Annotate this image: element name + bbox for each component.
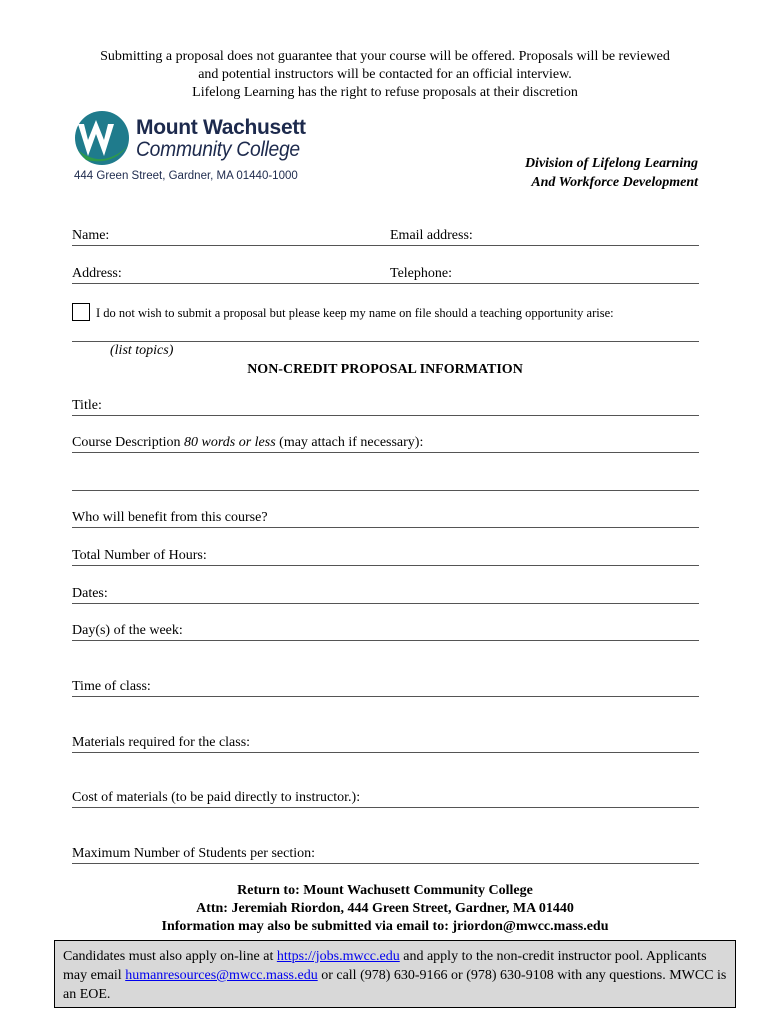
return-line-3: Information may also be submitted via email to: jriordon@mwcc.mass.edu <box>161 919 609 934</box>
keep-on-file-checkbox[interactable] <box>72 303 90 321</box>
title-field[interactable]: Title: <box>72 398 102 413</box>
notice-line-2: and potential instructors will be contacted for an official interview. <box>198 67 572 82</box>
address-field[interactable]: Address: <box>72 266 122 281</box>
info-text-2: and apply to the non-credit instructor pool. Applicants may email <box>63 949 707 983</box>
hr-email-link[interactable]: humanresources@mwcc.mass.edu <box>125 968 318 983</box>
logo-name-line-2: Community College <box>136 138 300 161</box>
description-suffix: (may attach if necessary): <box>275 435 424 450</box>
return-line-1: Return to: Mount Wachusett Community College <box>237 883 533 898</box>
cost-row <box>72 788 699 808</box>
telephone-field[interactable]: Telephone: <box>390 266 452 281</box>
section-title: NON-CREDIT PROPOSAL INFORMATION <box>247 362 523 377</box>
notice-line-1: Submitting a proposal does not guarantee that your course will be offered. Proposals will be reviewed <box>100 49 670 64</box>
description-prefix: Course Description <box>72 435 184 450</box>
dates-row <box>72 584 699 604</box>
description-extra-line[interactable] <box>72 471 699 491</box>
application-info-box <box>54 940 736 1008</box>
description-row <box>72 433 699 453</box>
benefit-row <box>72 508 699 528</box>
info-text-1: Candidates must also apply on-line at <box>63 949 277 964</box>
division-line-1: Division of Lifelong Learning <box>524 156 698 171</box>
info-text-3: or call (978) 630-9166 or (978) 630-9108 with any questions. MWCC is an EOE. <box>63 968 727 1002</box>
name-email-row <box>72 226 699 246</box>
max-students-row <box>72 844 699 864</box>
hours-row <box>72 546 699 566</box>
notice-line-3: Lifelong Learning has the right to refuse proposals at their discretion <box>192 85 578 100</box>
max-students-field[interactable]: Maximum Number of Students per section: <box>72 846 316 861</box>
description-word-limit: 80 words or less <box>183 435 276 450</box>
days-field[interactable]: Day(s) of the week: <box>72 623 183 638</box>
logo-address: 444 Green Street, Gardner, MA 01440-1000 <box>74 170 298 182</box>
keep-on-file-label: I do not wish to submit a proposal but please keep my name on file should a teaching opportunity arise: <box>96 306 614 320</box>
hours-field[interactable]: Total Number of Hours: <box>72 548 207 563</box>
return-line-2: Attn: Jeremiah Riordon, 444 Green Street, Gardner, MA 01440 <box>196 901 574 916</box>
description-field[interactable] <box>72 435 423 451</box>
materials-field[interactable]: Materials required for the class: <box>72 735 251 750</box>
name-field[interactable]: Name: <box>72 228 110 243</box>
division-line-2: And Workforce Development <box>531 175 698 190</box>
division-heading <box>525 154 698 192</box>
materials-row <box>72 733 699 753</box>
time-field[interactable]: Time of class: <box>72 679 151 694</box>
title-row <box>72 396 699 416</box>
address-telephone-row <box>72 264 699 284</box>
list-topics-hint: (list topics) <box>110 343 174 358</box>
logo-name-line-1: Mount Wachusett <box>136 116 306 139</box>
topics-line <box>72 341 699 342</box>
email-field[interactable]: Email address: <box>390 228 473 243</box>
return-to-block <box>0 882 770 936</box>
dates-field[interactable]: Dates: <box>72 586 108 601</box>
jobs-link[interactable]: https://jobs.mwcc.edu <box>276 949 400 964</box>
proposal-notice <box>40 48 730 102</box>
days-row <box>72 621 699 641</box>
benefit-field[interactable]: Who will benefit from this course? <box>72 510 268 525</box>
time-row <box>72 677 699 697</box>
cost-field[interactable]: Cost of materials (to be paid directly to instructor.): <box>72 790 361 805</box>
